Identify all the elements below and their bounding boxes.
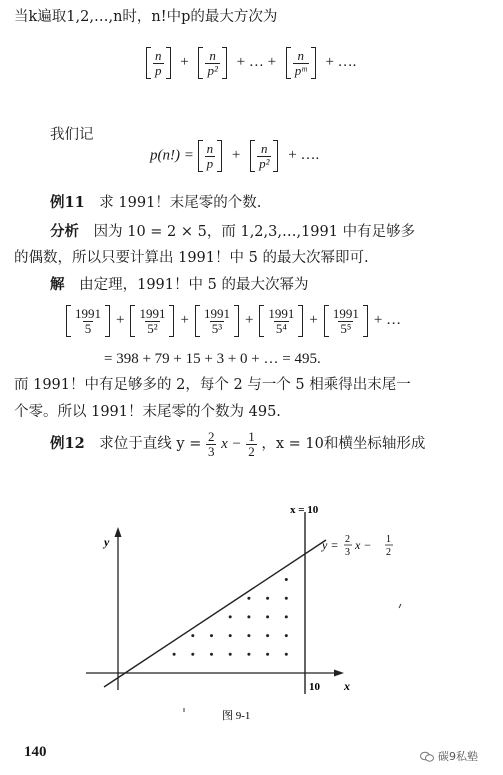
lattice-point [191, 634, 194, 637]
lattice-point [285, 578, 288, 581]
svg-text:3: 3 [345, 547, 350, 558]
lattice-point [191, 653, 194, 656]
floor-term: $\frac{n}{p}$ [146, 47, 171, 79]
lattice-point [285, 653, 288, 656]
lattice-point [247, 653, 250, 656]
y-axis-arrow [115, 527, 122, 537]
svg-text:y =: y = [322, 538, 339, 552]
svg-text:2: 2 [345, 534, 350, 545]
wechat-icon [420, 751, 434, 762]
example-12: 例12 求位于直线 y = $\frac{2}{3}$ x − $\frac{1}{2}$ ，x = 10和横坐标轴形成 [50, 429, 426, 459]
lattice-point [173, 653, 176, 656]
analysis-line-1: 分析 因为 10 = 2 × 5，而 1,2,3,…,1991 中有足够多 [50, 223, 416, 240]
lattice-point [247, 615, 250, 618]
lattice-point [266, 597, 269, 600]
lattice-points [173, 578, 288, 656]
svg-text:2: 2 [386, 547, 391, 558]
lattice-point [285, 634, 288, 637]
lattice-point [266, 615, 269, 618]
floor-term: $\frac{n}{\text{p²}}$ [198, 47, 226, 79]
lattice-point [247, 597, 250, 600]
analysis-line-2: 的偶数，所以只要计算出 1991！中 5 的最大次幂即可. [14, 250, 369, 266]
lattice-point [229, 634, 232, 637]
notation-line: 我们记 [50, 127, 94, 143]
plus-sign: + … [373, 312, 402, 329]
floor-term: $\frac{1991}{\text{5²}}$ [130, 305, 174, 337]
y-axis-label: y [104, 535, 110, 549]
floor-term: $\frac{1991}{\text{5⁵}}$ [324, 305, 368, 337]
formula-p-definition: p(n!) = $\frac{n}{p}$ + $\frac{n}{\text{p²}}$ + …. [150, 140, 320, 171]
figure-caption: 图 9-1 [222, 710, 251, 722]
fraction: $\frac{1}{2}$ [248, 429, 255, 459]
floor-term: $\frac{n}{\text{pᵐ}}$ [286, 47, 316, 79]
intro-line: 当k遍取1,2,…,n时，n!中p的最大方次为 [14, 9, 278, 25]
floor-term: $\frac{n}{\text{p²}}$ [250, 140, 278, 172]
lattice-point [210, 653, 213, 656]
conclusion-line-2: 个零。所以 1991！末尾零的个数为 495. [14, 404, 281, 420]
solution-label: 解 [50, 276, 65, 293]
lattice-point [247, 634, 250, 637]
line-y-2-3x-1-2 [104, 540, 326, 687]
x-axis-label: x [344, 679, 350, 693]
svg-text:1: 1 [386, 534, 391, 545]
formula-sum-powers: $\frac{n}{p}$ + $\frac{n}{\text{p²}}$ + … + $\frac{n}{\text{pᵐ}}$ + …. [146, 47, 362, 79]
label-x-10: x = 10 [290, 504, 319, 516]
x-axis-arrow [334, 670, 344, 677]
lattice-point [285, 597, 288, 600]
fraction: $\frac{2}{3}$ [207, 429, 215, 459]
solution-line: 解 由定理，1991！中 5 的最大次幂为 [50, 276, 309, 293]
plus-sign: + [309, 312, 318, 329]
lattice-point [266, 634, 269, 637]
line-equation-label [321, 534, 393, 558]
lattice-point [229, 615, 232, 618]
watermark: 碳9私塾 [420, 748, 478, 764]
plus-sign: + [244, 312, 254, 329]
page-number: 140 [24, 744, 47, 760]
svg-text:x −: x − [355, 538, 372, 552]
lattice-point [285, 615, 288, 618]
lattice-point [210, 634, 213, 637]
plus-sign: + [116, 312, 125, 329]
formula-result: = 398 + 79 + 15 + 3 + 0 + … = 495. [104, 351, 321, 367]
example-label: 例12 [50, 435, 85, 453]
analysis-label: 分析 [50, 223, 79, 240]
floor-term: $\frac{1991}{5}$ [66, 305, 110, 337]
floor-term: $\frac{n}{p}$ [198, 140, 223, 172]
conclusion-line-1: 而 1991！中有足够多的 2，每个 2 与一个 5 相乘得出末尾一 [14, 377, 411, 393]
floor-term: $\frac{1991}{\text{5⁴}}$ [259, 305, 303, 337]
example-text: 求 1991！末尾零的个数. [99, 195, 262, 211]
tick-10-label: 10 [309, 681, 320, 693]
lattice-point [229, 653, 232, 656]
example-label: 例11 [50, 194, 85, 211]
floor-term: $\frac{1991}{\text{5³}}$ [195, 305, 239, 337]
plus-sign: + [180, 312, 189, 329]
lattice-point [266, 653, 269, 656]
